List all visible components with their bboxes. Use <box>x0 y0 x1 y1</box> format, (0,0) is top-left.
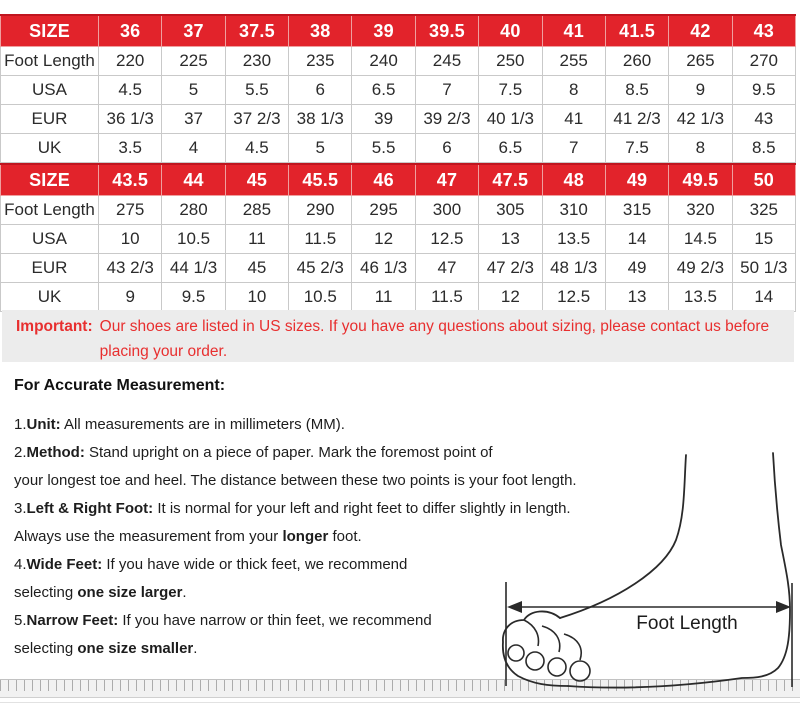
size-header-cell: 37 <box>162 15 225 47</box>
toe-curve-2 <box>542 626 560 652</box>
value-cell: 13.5 <box>669 283 732 312</box>
value-cell: 12.5 <box>415 225 478 254</box>
value-cell: 39 2/3 <box>415 105 478 134</box>
value-cell: 49 2/3 <box>669 254 732 283</box>
value-cell: 4.5 <box>225 134 288 163</box>
value-cell: 9 <box>669 76 732 105</box>
value-cell: 6 <box>289 76 352 105</box>
value-cell: 245 <box>415 47 478 76</box>
instruction-text-segment: If you have narrow or thin feet, we recommend <box>118 612 432 629</box>
size-header-cell: 48 <box>542 164 605 196</box>
value-cell: 275 <box>99 196 162 225</box>
value-cell: 13.5 <box>542 225 605 254</box>
toe-curve-3 <box>564 634 581 660</box>
important-note <box>2 310 794 362</box>
value-cell: 5.5 <box>352 134 415 163</box>
instruction-text-segment: selecting <box>14 640 78 657</box>
value-cell: 11.5 <box>415 283 478 312</box>
size-header-cell: 38 <box>289 15 352 47</box>
size-header-cell: 44 <box>162 164 225 196</box>
size-header-label: SIZE <box>1 15 99 47</box>
size-header-cell: 49 <box>605 164 668 196</box>
instruction-text-segment: . <box>182 584 187 601</box>
value-cell: 45 <box>225 254 288 283</box>
instruction-bold-segment: Unit: <box>26 416 61 433</box>
value-cell: 14.5 <box>669 225 732 254</box>
value-cell: 12 <box>352 225 415 254</box>
instruction-text-segment: foot. <box>328 528 362 545</box>
value-cell: 6 <box>415 134 478 163</box>
instruction-text-segment: 2. <box>14 444 27 461</box>
row-label-cell: EUR <box>1 254 99 283</box>
value-cell: 290 <box>289 196 352 225</box>
row-label-cell: Foot Length <box>1 47 99 76</box>
row-label-cell: Foot Length <box>1 196 99 225</box>
size-header-cell: 41 <box>542 15 605 47</box>
value-cell: 7 <box>415 76 478 105</box>
value-cell: 11 <box>352 283 415 312</box>
table-row <box>1 196 796 225</box>
value-cell: 7 <box>542 134 605 163</box>
instruction-text-segment: 3. <box>14 500 27 517</box>
value-cell: 10.5 <box>162 225 225 254</box>
size-header-cell: 45 <box>225 164 288 196</box>
value-cell: 225 <box>162 47 225 76</box>
value-cell: 5.5 <box>225 76 288 105</box>
value-cell: 42 1/3 <box>669 105 732 134</box>
table-row <box>1 134 796 163</box>
value-cell: 47 <box>415 254 478 283</box>
value-cell: 38 1/3 <box>289 105 352 134</box>
instruction-text-segment: It is normal for your left and right feet to differ slightly in length. <box>153 500 571 517</box>
instruction-bold-segment: one size smaller <box>77 640 194 657</box>
toe-loop-3 <box>548 658 566 676</box>
value-cell: 6.5 <box>479 134 542 163</box>
value-cell: 8 <box>542 76 605 105</box>
value-cell: 5 <box>162 76 225 105</box>
size-header-cell: 45.5 <box>289 164 352 196</box>
value-cell: 13 <box>605 283 668 312</box>
value-cell: 37 2/3 <box>225 105 288 134</box>
table-row <box>1 105 796 134</box>
value-cell: 280 <box>162 196 225 225</box>
foot-instep-outline <box>560 455 686 618</box>
value-cell: 15 <box>732 225 795 254</box>
toe-loop-2 <box>526 652 544 670</box>
instruction-bold-segment: Wide Feet: <box>26 556 103 573</box>
value-cell: 4.5 <box>99 76 162 105</box>
value-cell: 6.5 <box>352 76 415 105</box>
size-header-cell: 47 <box>415 164 478 196</box>
row-label-cell: UK <box>1 283 99 312</box>
value-cell: 9 <box>99 283 162 312</box>
value-cell: 305 <box>479 196 542 225</box>
value-cell: 10 <box>99 225 162 254</box>
value-cell: 320 <box>669 196 732 225</box>
size-header-row <box>1 15 796 47</box>
size-tables <box>0 14 796 312</box>
value-cell: 295 <box>352 196 415 225</box>
value-cell: 13 <box>479 225 542 254</box>
value-cell: 270 <box>732 47 795 76</box>
instruction-line <box>14 411 577 439</box>
value-cell: 41 2/3 <box>605 105 668 134</box>
bottom-divider <box>0 702 800 703</box>
value-cell: 250 <box>479 47 542 76</box>
value-cell: 9.5 <box>732 76 795 105</box>
value-cell: 7.5 <box>605 134 668 163</box>
instruction-bold-segment: Method: <box>26 444 85 461</box>
value-cell: 8 <box>669 134 732 163</box>
arrowhead-right-icon <box>776 601 791 613</box>
toe-loop-1 <box>508 645 524 661</box>
instruction-text-segment: 4. <box>14 556 27 573</box>
value-cell: 10.5 <box>289 283 352 312</box>
important-line: Our shoes are listed in US sizes. If you have any questions about sizing, please contact us before <box>99 318 770 335</box>
foot-length-label: Foot Length <box>636 613 738 634</box>
size-header-cell: 50 <box>732 164 795 196</box>
size-header-cell: 39.5 <box>415 15 478 47</box>
row-label-cell: EUR <box>1 105 99 134</box>
value-cell: 12.5 <box>542 283 605 312</box>
instruction-text-segment: selecting <box>14 584 78 601</box>
instruction-text-segment: 5. <box>14 612 27 629</box>
value-cell: 8.5 <box>732 134 795 163</box>
value-cell: 325 <box>732 196 795 225</box>
important-label: Important: <box>16 318 93 335</box>
important-text <box>100 314 769 364</box>
value-cell: 14 <box>605 225 668 254</box>
instruction-bold-segment: Narrow Feet: <box>26 612 119 629</box>
size-header-cell: 43 <box>732 15 795 47</box>
size-table-1 <box>0 14 796 163</box>
important-line: placing your order. <box>99 343 228 360</box>
table-row <box>1 254 796 283</box>
value-cell: 11.5 <box>289 225 352 254</box>
value-cell: 14 <box>732 283 795 312</box>
value-cell: 12 <box>479 283 542 312</box>
instruction-text-segment: Always use the measurement from your <box>14 528 283 545</box>
instructions-title: For Accurate Measurement: <box>14 377 226 394</box>
value-cell: 36 1/3 <box>99 105 162 134</box>
value-cell: 5 <box>289 134 352 163</box>
value-cell: 47 2/3 <box>479 254 542 283</box>
value-cell: 39 <box>352 105 415 134</box>
value-cell: 10 <box>225 283 288 312</box>
size-header-cell: 39 <box>352 15 415 47</box>
table-row <box>1 225 796 254</box>
foot-measurement-diagram <box>488 440 800 700</box>
foot-toes-outline <box>503 611 568 686</box>
value-cell: 41 <box>542 105 605 134</box>
value-cell: 45 2/3 <box>289 254 352 283</box>
table-row <box>1 283 796 312</box>
value-cell: 240 <box>352 47 415 76</box>
value-cell: 9.5 <box>162 283 225 312</box>
value-cell: 49 <box>605 254 668 283</box>
instruction-bold-segment: one size larger <box>77 584 183 601</box>
value-cell: 11 <box>225 225 288 254</box>
row-label-cell: UK <box>1 134 99 163</box>
value-cell: 230 <box>225 47 288 76</box>
value-cell: 220 <box>99 47 162 76</box>
value-cell: 285 <box>225 196 288 225</box>
row-label-cell: USA <box>1 76 99 105</box>
instruction-bold-segment: longer <box>282 528 329 545</box>
size-header-cell: 43.5 <box>99 164 162 196</box>
table-row <box>1 47 796 76</box>
table-row <box>1 76 796 105</box>
value-cell: 43 <box>732 105 795 134</box>
value-cell: 43 2/3 <box>99 254 162 283</box>
instruction-text-segment: 1. <box>14 416 27 433</box>
instruction-text-segment: your longest toe and heel. The distance between these two points is your foot length. <box>14 472 577 489</box>
value-cell: 4 <box>162 134 225 163</box>
toe-curve-1 <box>524 620 538 646</box>
instruction-bold-segment: Left & Right Foot: <box>26 500 154 517</box>
value-cell: 48 1/3 <box>542 254 605 283</box>
foot-heel-sole-outline <box>568 453 790 688</box>
value-cell: 260 <box>605 47 668 76</box>
size-table-2 <box>0 163 796 312</box>
size-header-cell: 40 <box>479 15 542 47</box>
instruction-text-segment: . <box>193 640 198 657</box>
size-header-cell: 36 <box>99 15 162 47</box>
value-cell: 46 1/3 <box>352 254 415 283</box>
size-header-cell: 47.5 <box>479 164 542 196</box>
value-cell: 40 1/3 <box>479 105 542 134</box>
toe-loop-4 <box>570 661 590 681</box>
size-header-cell: 49.5 <box>669 164 732 196</box>
value-cell: 265 <box>669 47 732 76</box>
instruction-text-segment: If you have wide or thick feet, we recommend <box>102 556 408 573</box>
value-cell: 44 1/3 <box>162 254 225 283</box>
value-cell: 300 <box>415 196 478 225</box>
size-header-cell: 46 <box>352 164 415 196</box>
value-cell: 310 <box>542 196 605 225</box>
value-cell: 50 1/3 <box>732 254 795 283</box>
value-cell: 7.5 <box>479 76 542 105</box>
value-cell: 37 <box>162 105 225 134</box>
instruction-text-segment: All measurements are in millimeters (MM). <box>60 416 345 433</box>
size-header-cell: 42 <box>669 15 732 47</box>
size-header-cell: 41.5 <box>605 15 668 47</box>
value-cell: 8.5 <box>605 76 668 105</box>
value-cell: 315 <box>605 196 668 225</box>
size-header-label: SIZE <box>1 164 99 196</box>
arrowhead-left-icon <box>507 601 522 613</box>
size-header-cell: 37.5 <box>225 15 288 47</box>
value-cell: 235 <box>289 47 352 76</box>
size-header-row <box>1 164 796 196</box>
row-label-cell: USA <box>1 225 99 254</box>
value-cell: 255 <box>542 47 605 76</box>
instruction-text-segment: Stand upright on a piece of paper. Mark the foremost point of <box>84 444 493 461</box>
value-cell: 3.5 <box>99 134 162 163</box>
